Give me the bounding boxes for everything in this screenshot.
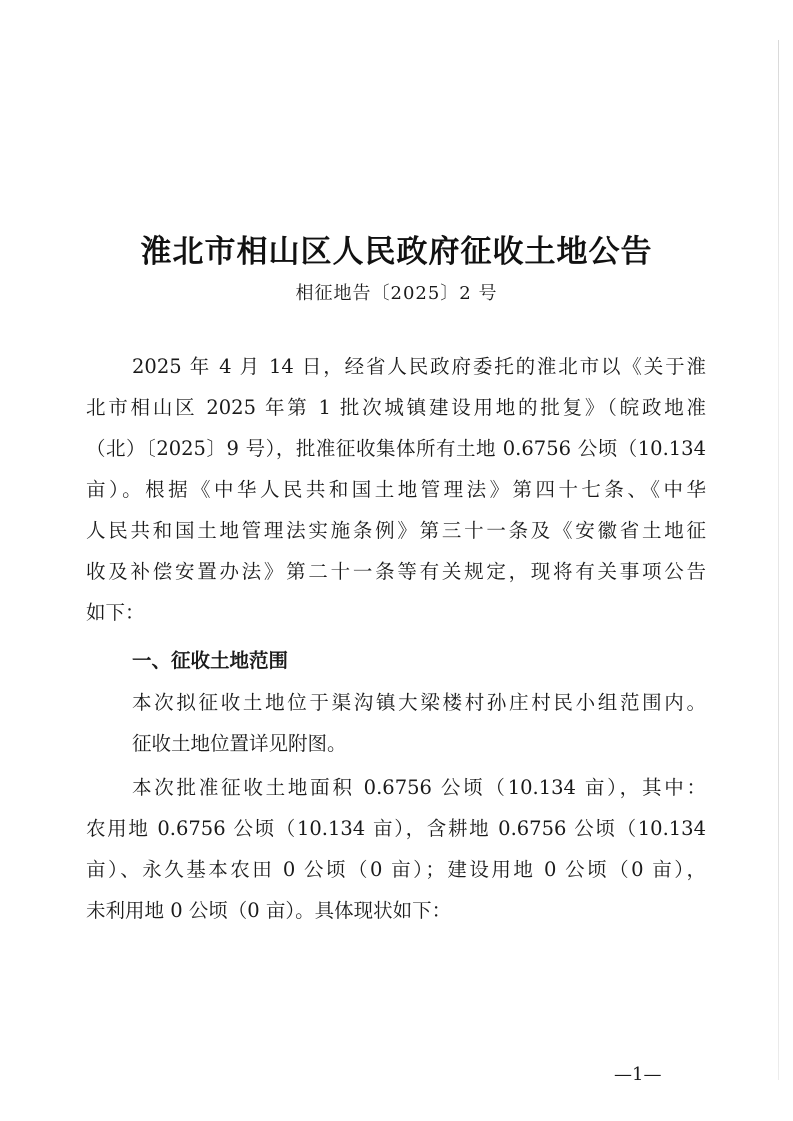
paragraph-line: 2025 年 4 月 14 日，经省人民政府委托的淮北市以《关于淮 <box>132 355 706 378</box>
paragraph-line: 本次拟征收土地位于渠沟镇大梁楼村孙庄村民小组范围内。 <box>132 691 706 714</box>
page-number: —1— <box>614 1064 662 1085</box>
paragraph-line: 本次批准征收土地面积 0.6756 公顷（10.134 亩），其中： <box>132 776 706 799</box>
paragraph-line: 未利用地 0 公顷（0 亩）。具体现状如下： <box>86 899 452 922</box>
page-title: 淮北市相山区人民政府征收土地公告 <box>140 234 653 270</box>
paragraph-line: 亩）。根据《中华人民共和国土地管理法》第四十七条、《中华 <box>86 478 706 501</box>
paragraph-line: 收及补偿安置办法》第二十一条等有关规定，现将有关事项公告 <box>86 560 706 583</box>
paragraph-line: 北市相山区 2025 年第 1 批次城镇建设用地的批复》（皖政地准 <box>86 396 706 419</box>
section-heading: 一、征收土地范围 <box>132 649 289 672</box>
paragraph-line: 如下： <box>86 601 145 624</box>
paragraph-line: （北）〔2025〕9 号），批准征收集体所有土地 0.6756 公顷（10.134 <box>86 437 706 460</box>
paragraph-line: 农用地 0.6756 公顷（10.134 亩），含耕地 0.6756 公顷（10.134 <box>86 817 706 840</box>
paragraph-line: 亩）、永久基本农田 0 公顷（0 亩）；建设用地 0 公顷（0 亩）， <box>86 858 706 881</box>
scan-edge-line <box>778 40 779 1080</box>
paragraph-line: 人民共和国土地管理法实施条例》第三十一条及《安徽省土地征 <box>86 519 706 542</box>
document-number: 相征地告〔2025〕2 号 <box>295 283 498 304</box>
paragraph-line: 征收土地位置详见附图。 <box>132 732 347 755</box>
